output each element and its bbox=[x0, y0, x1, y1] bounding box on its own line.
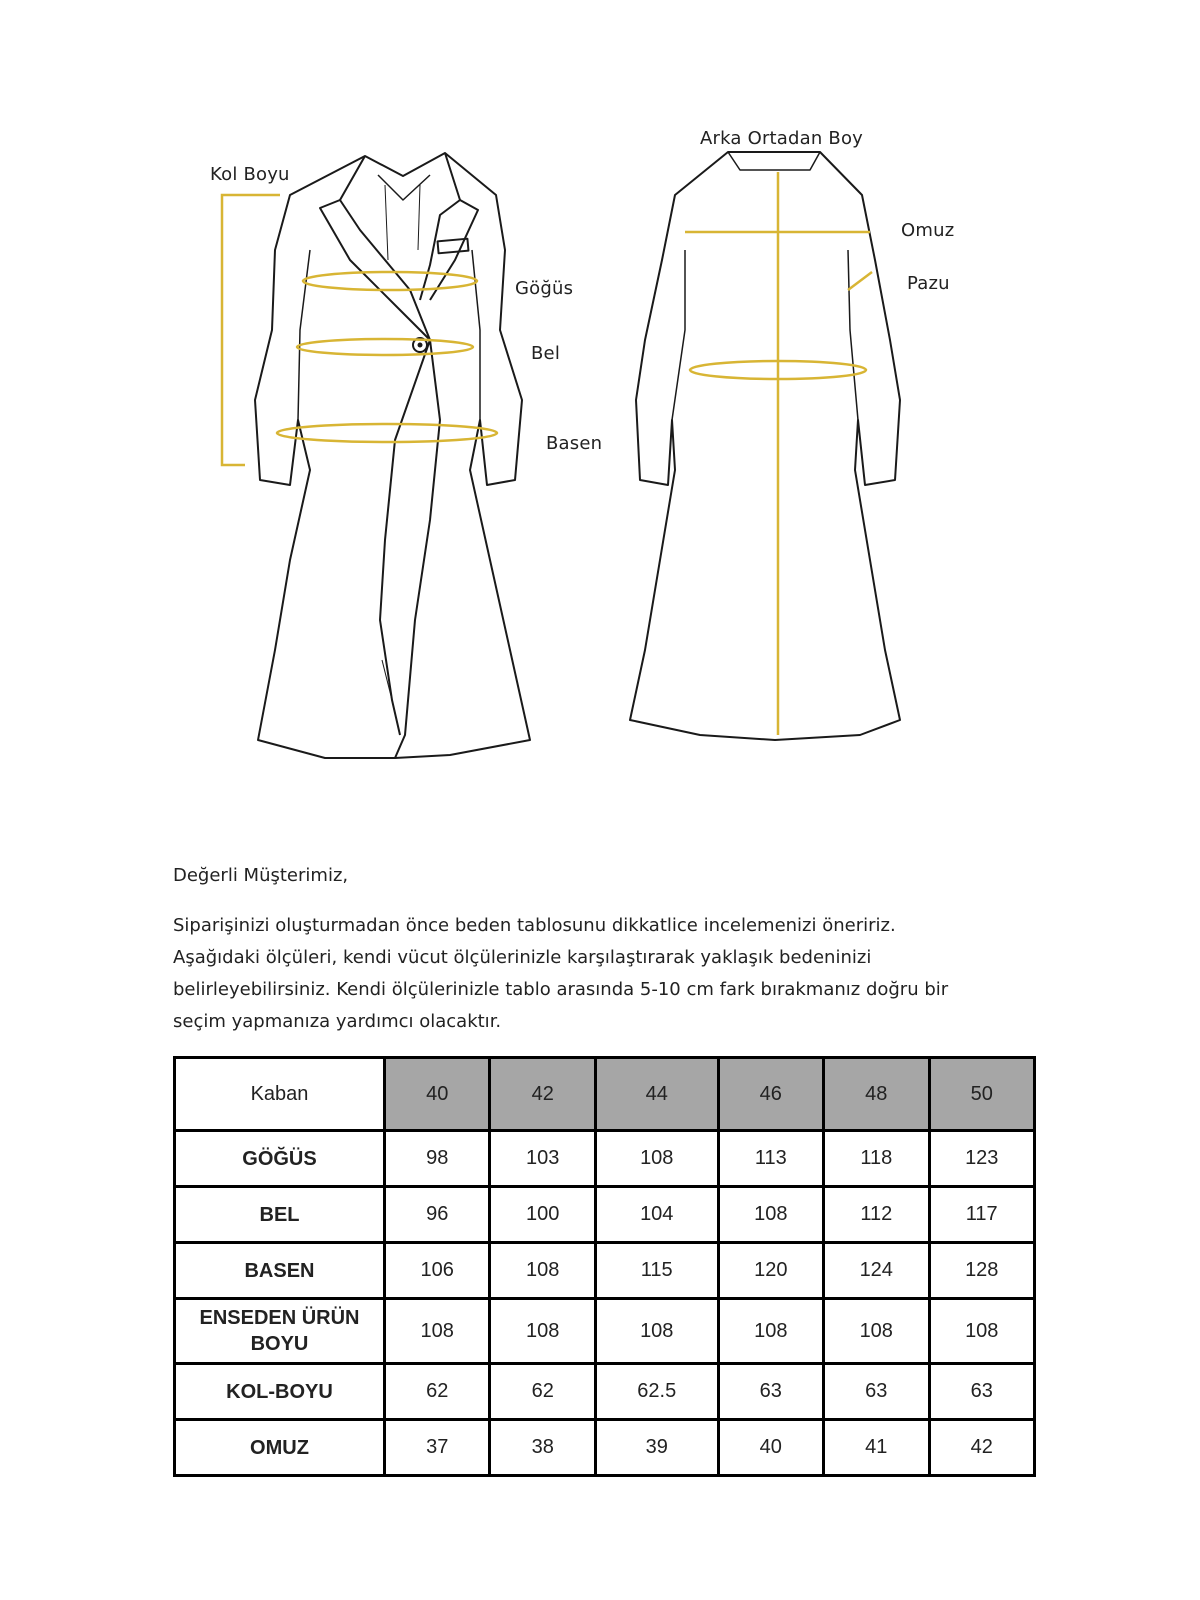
table-cell: 42 bbox=[931, 1421, 1034, 1474]
intro-line: seçim yapmanıza yardımcı olacaktır. bbox=[173, 1011, 502, 1032]
size-table bbox=[173, 1056, 1036, 1477]
table-cell: 100 bbox=[491, 1188, 593, 1241]
label-pazu: Pazu bbox=[907, 273, 950, 294]
back-coat-drawing bbox=[630, 152, 900, 740]
table-cell: 118 bbox=[825, 1132, 927, 1185]
size-header: 40 bbox=[386, 1059, 488, 1129]
row-label: BEL bbox=[176, 1188, 383, 1241]
table-cell: 108 bbox=[491, 1244, 593, 1297]
size-header: 44 bbox=[597, 1059, 717, 1129]
table-cell: 108 bbox=[720, 1300, 822, 1362]
table-cell: 108 bbox=[491, 1300, 593, 1362]
table-cell: 108 bbox=[825, 1300, 927, 1362]
row-label: ENSEDEN ÜRÜN BOYU bbox=[176, 1300, 383, 1362]
label-arka-ortadan-boy: Arka Ortadan Boy bbox=[700, 128, 864, 149]
greeting: Değerli Müşterimiz, bbox=[173, 865, 349, 886]
table-cell: 63 bbox=[825, 1365, 927, 1418]
table-row bbox=[176, 1132, 1033, 1185]
intro-line: belirleyebilirsiniz. Kendi ölçülerinizle tablo arasında 5-10 cm fark bırakmanız doğru bir bbox=[173, 979, 949, 1000]
table-cell: 115 bbox=[597, 1244, 717, 1297]
table-cell: 113 bbox=[720, 1132, 822, 1185]
table-cell: 108 bbox=[597, 1300, 717, 1362]
table-cell: 96 bbox=[386, 1188, 488, 1241]
size-header: 42 bbox=[491, 1059, 593, 1129]
front-coat-drawing bbox=[255, 153, 530, 758]
label-basen: Basen bbox=[546, 433, 603, 454]
table-header-row bbox=[176, 1059, 1033, 1129]
table-cell: 108 bbox=[931, 1300, 1034, 1362]
table-cell: 41 bbox=[825, 1421, 927, 1474]
table-cell: 120 bbox=[720, 1244, 822, 1297]
table-cell: 124 bbox=[825, 1244, 927, 1297]
intro-line: Aşağıdaki ölçüleri, kendi vücut ölçülerinizle karşılaştırarak yaklaşık bedeninizi bbox=[173, 947, 872, 968]
label-omuz: Omuz bbox=[901, 220, 955, 241]
size-header: 50 bbox=[931, 1059, 1034, 1129]
row-label: BASEN bbox=[176, 1244, 383, 1297]
table-row bbox=[176, 1188, 1033, 1241]
table-cell: 123 bbox=[931, 1132, 1034, 1185]
table-cell: 108 bbox=[720, 1188, 822, 1241]
row-label: KOL-BOYU bbox=[176, 1365, 383, 1418]
table-cell: 62 bbox=[491, 1365, 593, 1418]
label-bel: Bel bbox=[531, 343, 561, 364]
size-header: 48 bbox=[825, 1059, 927, 1129]
table-cell: 63 bbox=[931, 1365, 1034, 1418]
table-cell: 63 bbox=[720, 1365, 822, 1418]
table-cell: 62.5 bbox=[597, 1365, 717, 1418]
intro-text bbox=[173, 860, 1053, 1038]
front-measure-lines bbox=[222, 195, 497, 465]
table-row bbox=[176, 1421, 1033, 1474]
table-row bbox=[176, 1244, 1033, 1297]
label-kol-boyu: Kol Boyu bbox=[210, 164, 290, 185]
table-row bbox=[176, 1300, 1033, 1362]
table-cell: 106 bbox=[386, 1244, 488, 1297]
table-cell: 108 bbox=[386, 1300, 488, 1362]
table-cell: 39 bbox=[597, 1421, 717, 1474]
intro-line: Siparişinizi oluşturmadan önce beden tablosunu dikkatlice incelemenizi öneririz. bbox=[173, 915, 896, 936]
table-cell: 40 bbox=[720, 1421, 822, 1474]
row-label: OMUZ bbox=[176, 1421, 383, 1474]
table-cell: 104 bbox=[597, 1188, 717, 1241]
label-gogus: Göğüs bbox=[515, 278, 574, 299]
table-cell: 98 bbox=[386, 1132, 488, 1185]
table-cell: 38 bbox=[491, 1421, 593, 1474]
table-cell: 37 bbox=[386, 1421, 488, 1474]
table-corner-label: Kaban bbox=[176, 1059, 383, 1129]
table-cell: 62 bbox=[386, 1365, 488, 1418]
row-label: GÖĞÜS bbox=[176, 1132, 383, 1185]
table-cell: 103 bbox=[491, 1132, 593, 1185]
back-measure-lines bbox=[685, 172, 872, 735]
table-cell: 108 bbox=[597, 1132, 717, 1185]
table-row bbox=[176, 1365, 1033, 1418]
table-cell: 128 bbox=[931, 1244, 1034, 1297]
table-cell: 112 bbox=[825, 1188, 927, 1241]
size-header: 46 bbox=[720, 1059, 822, 1129]
table-cell: 117 bbox=[931, 1188, 1034, 1241]
